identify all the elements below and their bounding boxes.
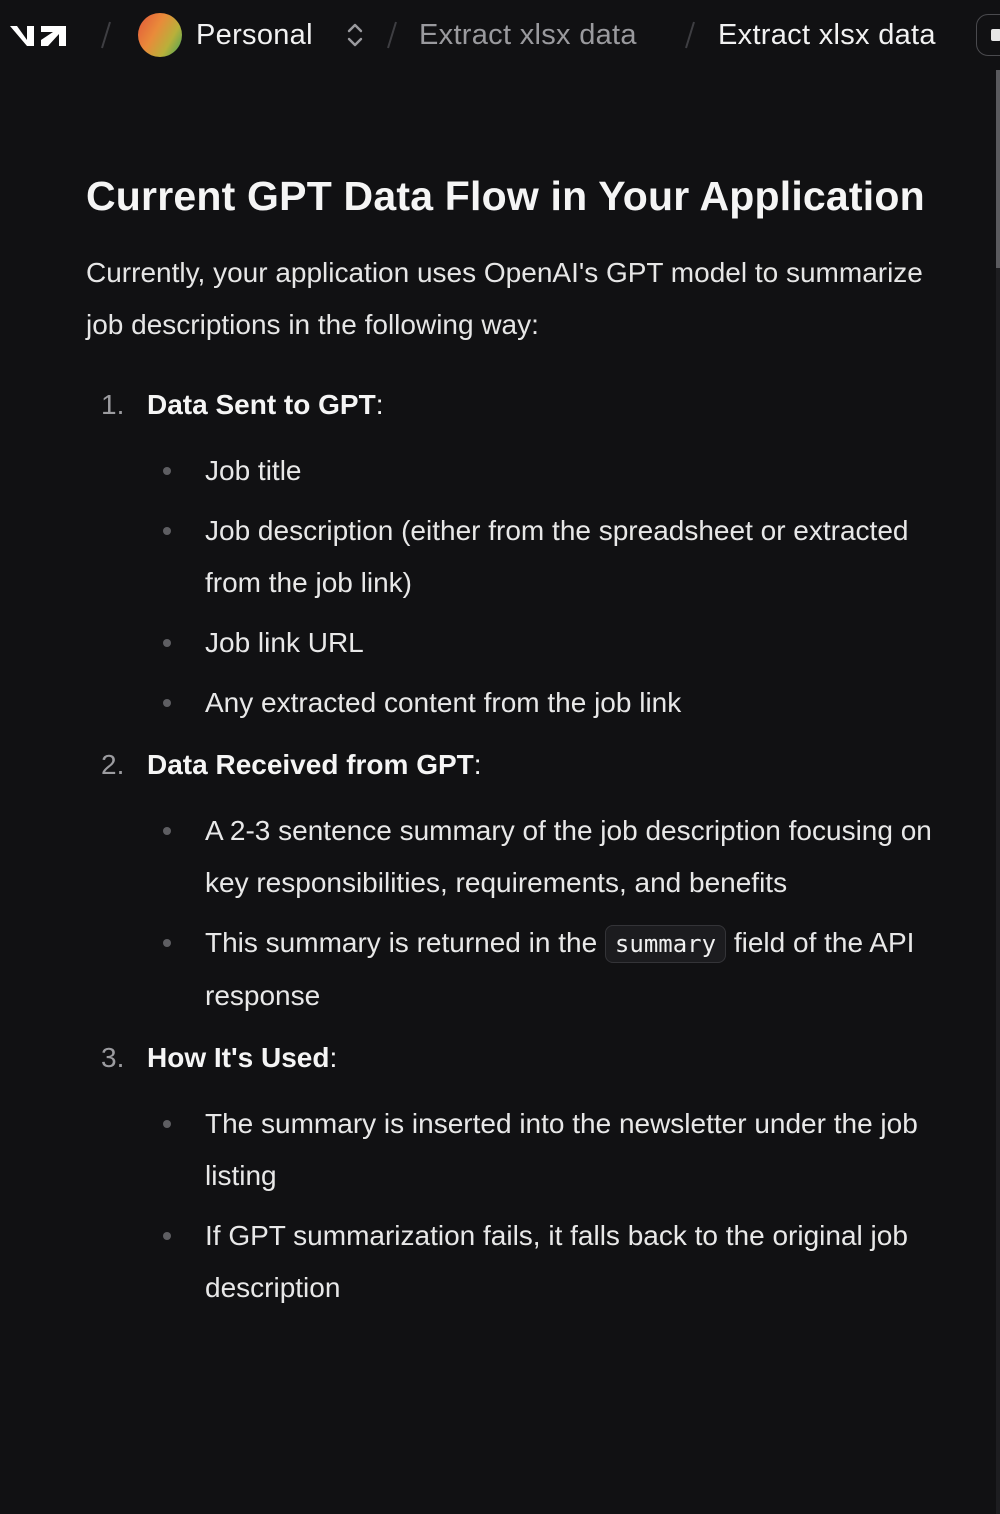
v0-logo-icon[interactable] [8, 20, 70, 50]
step-number: 2. [101, 749, 125, 780]
step-number: 1. [101, 389, 125, 420]
assistant-message [86, 166, 966, 1322]
list-item [86, 445, 966, 497]
list-item-text: Job link URL [205, 627, 364, 658]
breadcrumb-separator [382, 14, 402, 56]
bullet-dot [163, 639, 171, 647]
step-colon: : [375, 389, 384, 420]
top-bar [0, 0, 1000, 72]
list-item-text: The summary is inserted into the newsletter under the job listing [205, 1108, 918, 1191]
visibility-button[interactable] [976, 14, 1000, 56]
inline-code: summary [605, 925, 726, 963]
list-item [86, 917, 966, 1022]
step-item [86, 379, 966, 729]
scrollbar-thumb[interactable] [996, 70, 1000, 268]
scrollbar-track[interactable] [996, 70, 1000, 1514]
step-heading [86, 739, 966, 791]
breadcrumb-separator [680, 14, 700, 56]
list-item [86, 1098, 966, 1202]
step-item [86, 1032, 966, 1314]
bullet-list [86, 445, 966, 729]
breadcrumb-separator [96, 14, 116, 56]
list-item-text: A 2-3 sentence summary of the job description focusing on key responsibilities, requirements, and benefits [205, 815, 932, 898]
bullet-dot [163, 527, 171, 535]
list-item-text: Job title [205, 455, 302, 486]
bullet-dot [163, 827, 171, 835]
list-item [86, 617, 966, 669]
chevron-up-down-icon[interactable] [344, 20, 366, 50]
bullet-list [86, 1098, 966, 1314]
step-heading [86, 1032, 966, 1084]
breadcrumb-current[interactable]: Extract xlsx data [718, 19, 936, 51]
bullet-dot [163, 1232, 171, 1240]
bullet-list [86, 805, 966, 1022]
bullet-dot [163, 939, 171, 947]
message-heading: Current GPT Data Flow in Your Application [86, 173, 925, 219]
list-item-text: Any extracted content from the job link [205, 687, 682, 718]
steps-list [86, 379, 966, 1314]
list-item-text: This summary is returned in the [205, 927, 605, 958]
avatar[interactable] [138, 13, 182, 57]
list-item [86, 677, 966, 729]
list-item [86, 805, 966, 909]
workspace-selector-label[interactable]: Personal [196, 19, 313, 51]
list-item-text: Job description (either from the spreadsheet or extracted from the job link) [205, 515, 909, 598]
step-title: Data Sent to GPT [147, 389, 376, 420]
list-item [86, 505, 966, 609]
step-number: 3. [101, 1042, 125, 1073]
bullet-dot [163, 1120, 171, 1128]
step-item [86, 739, 966, 1022]
step-title: Data Received from GPT [147, 749, 474, 780]
list-item [86, 1210, 966, 1314]
breadcrumb-chat[interactable]: Extract xlsx data [419, 19, 637, 51]
step-colon: : [329, 1042, 338, 1073]
intro-paragraph: Currently, your application uses OpenAI's GPT model to summarize job descriptions in the following way: [86, 257, 923, 340]
lock-icon [991, 29, 1000, 41]
step-colon: : [473, 749, 482, 780]
list-item-text: If GPT summarization fails, it falls back to the original job description [205, 1220, 908, 1303]
list-item-text: field of the API response [205, 927, 915, 1011]
step-heading [86, 379, 966, 431]
bullet-dot [163, 467, 171, 475]
step-title: How It's Used [147, 1042, 330, 1073]
bullet-dot [163, 699, 171, 707]
